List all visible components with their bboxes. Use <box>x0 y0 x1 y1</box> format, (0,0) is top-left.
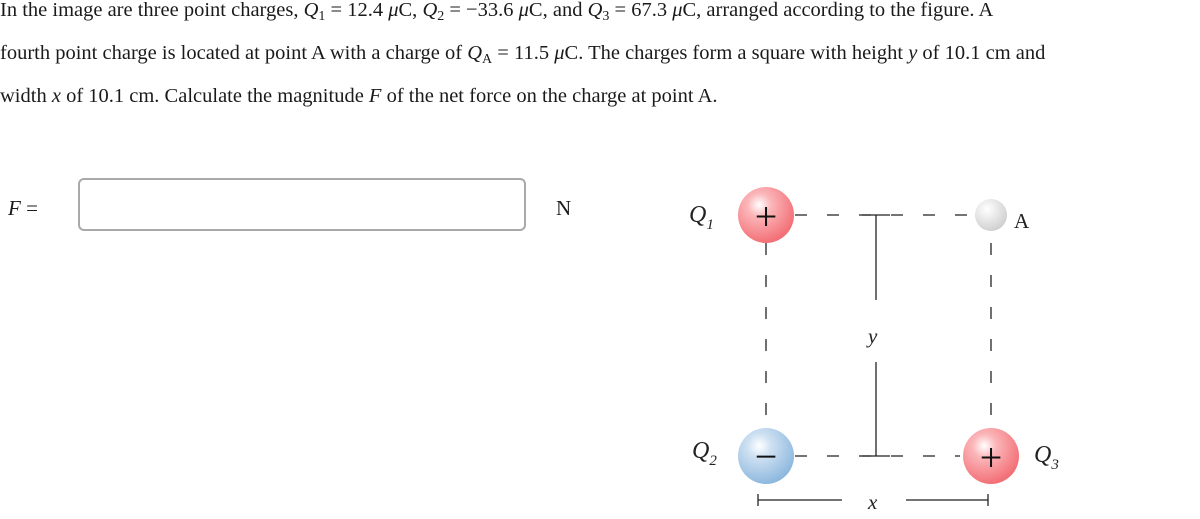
square-dashed-outline <box>766 215 991 456</box>
y-dimension-label: y <box>868 324 878 348</box>
plus-sign-icon: + <box>979 435 1003 480</box>
problem-line-3: width x of 10.1 cm. Calculate the magnitude F of the net force on the charge at point A. <box>0 85 718 107</box>
q2-label: $Q_2$ <box>692 438 717 469</box>
x-dimension-label: x <box>868 490 878 514</box>
answer-unit: N <box>556 196 572 220</box>
problem-line-1: In the image are three point charges, $Q_1 = 12.4$ μC, $Q_2 = -33.6$ μC, and $Q_3 = 67.3$ μC, arranged according to the figure. A <box>0 0 994 24</box>
charge-q3 <box>963 428 1019 484</box>
charge-q1 <box>738 187 794 243</box>
charge-a <box>975 199 1007 231</box>
answer-label: F = <box>8 196 38 220</box>
q1-label: $Q_1$ <box>689 202 714 233</box>
charge-q2 <box>738 428 794 484</box>
minus-sign-icon: − <box>754 434 778 479</box>
q3-label: $Q_3$ <box>1034 442 1059 473</box>
problem-line-2: fourth point charge is located at point A with a charge of $Q_A = 11.5$ μC. The charges form a square with height y of 10.1 cm and <box>0 42 1046 67</box>
neutral-charge-sphere <box>975 199 1007 231</box>
plus-sign-icon: + <box>754 194 778 239</box>
point-a-label: A <box>1014 209 1030 233</box>
